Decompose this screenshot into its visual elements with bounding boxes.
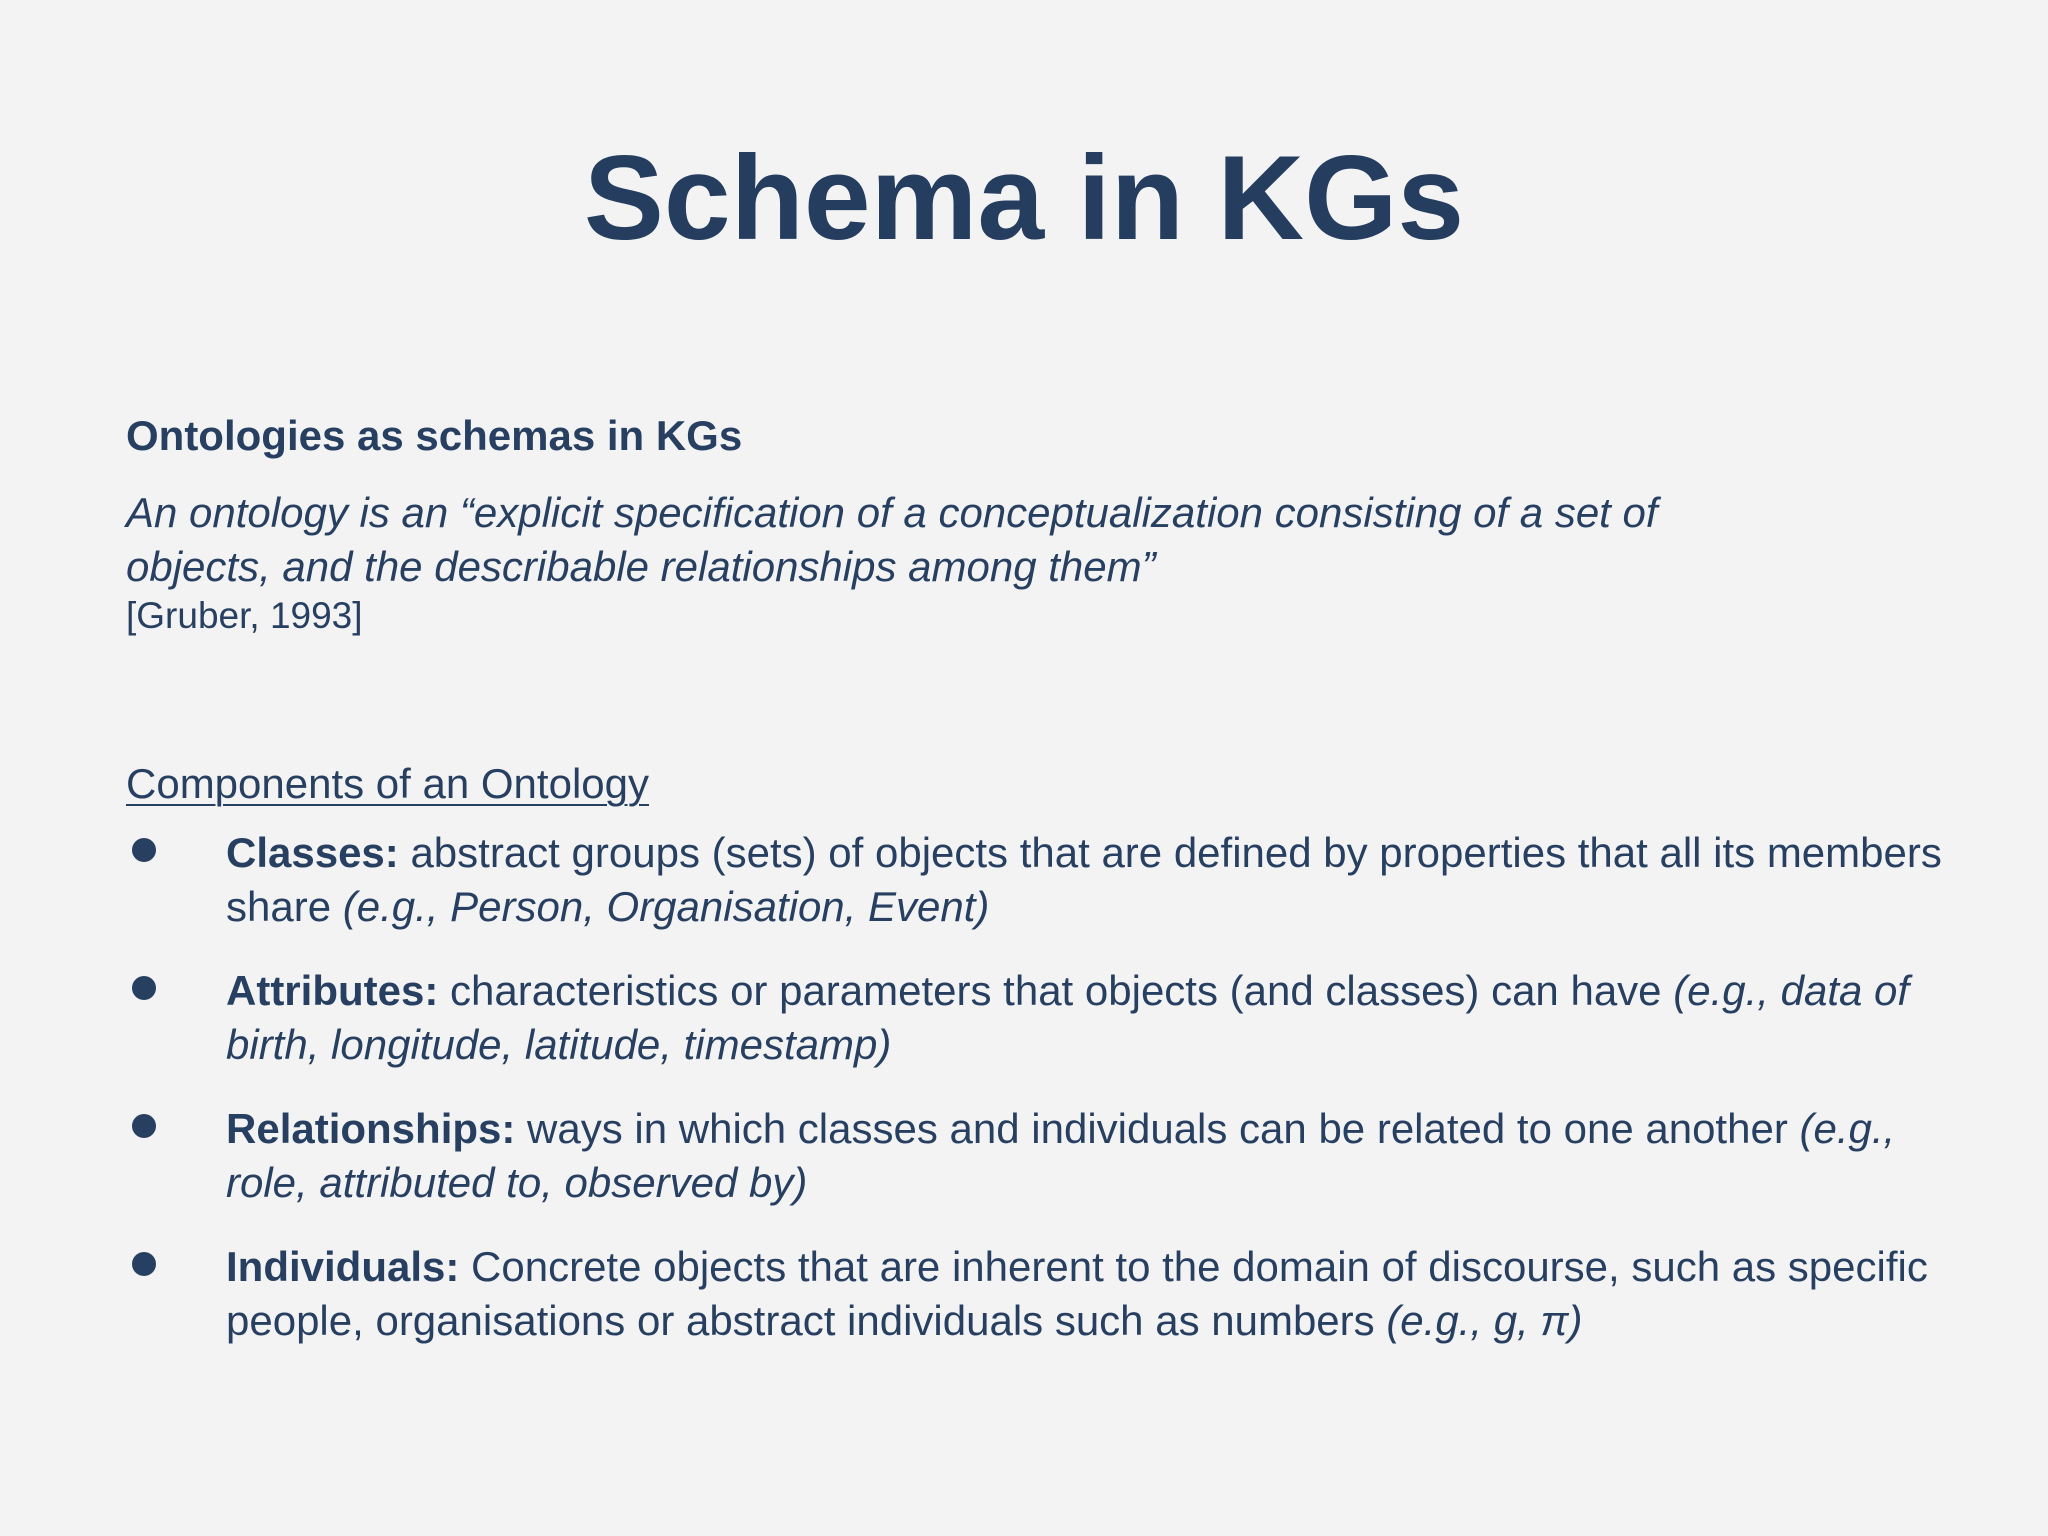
section-heading: Components of an Ontology	[126, 760, 649, 807]
bullet-icon	[132, 1114, 156, 1138]
bullet-icon	[132, 838, 156, 862]
subheading: Ontologies as schemas in KGs	[126, 412, 743, 459]
list-item-relationships	[126, 1102, 1946, 1210]
description: abstract groups (sets) of objects that are defined by properties that all its members share	[226, 829, 1942, 930]
bullet-icon	[132, 1252, 156, 1276]
citation: [Gruber, 1993]	[126, 595, 363, 636]
quote-line-1: An ontology is an “explicit specification of a conceptualization consisting of a set of	[126, 489, 1658, 536]
bullet-icon	[132, 976, 156, 1000]
quote-line-2: objects, and the describable relationships among them”	[126, 543, 1156, 590]
description: ways in which classes and individuals can be related to one another	[515, 1105, 1800, 1152]
list-item-attributes	[126, 964, 1946, 1072]
term: Relationships:	[226, 1105, 516, 1152]
term: Classes:	[226, 829, 399, 876]
example: (e.g., data of birth, longitude, latitude, timestamp)	[226, 967, 1910, 1068]
example: (e.g., role, attributed to, observed by)	[226, 1105, 1896, 1206]
components-list	[126, 826, 1946, 1348]
slide-content	[126, 408, 1946, 1378]
example: (e.g., Person, Organisation, Event)	[342, 883, 990, 930]
term: Individuals:	[226, 1243, 460, 1290]
list-item-classes	[126, 826, 1946, 934]
description: Concrete objects that are inherent to the domain of discourse, such as specific people, organisations or abstract individuals such as numbers	[226, 1243, 1928, 1344]
term: Attributes:	[226, 967, 439, 1014]
description: characteristics or parameters that objects (and classes) can have	[438, 967, 1674, 1014]
slide-title: Schema in KGs	[583, 131, 1465, 265]
list-item-individuals	[126, 1240, 1946, 1348]
definition-quote	[126, 486, 1946, 594]
example: (e.g., g, π)	[1386, 1297, 1583, 1344]
